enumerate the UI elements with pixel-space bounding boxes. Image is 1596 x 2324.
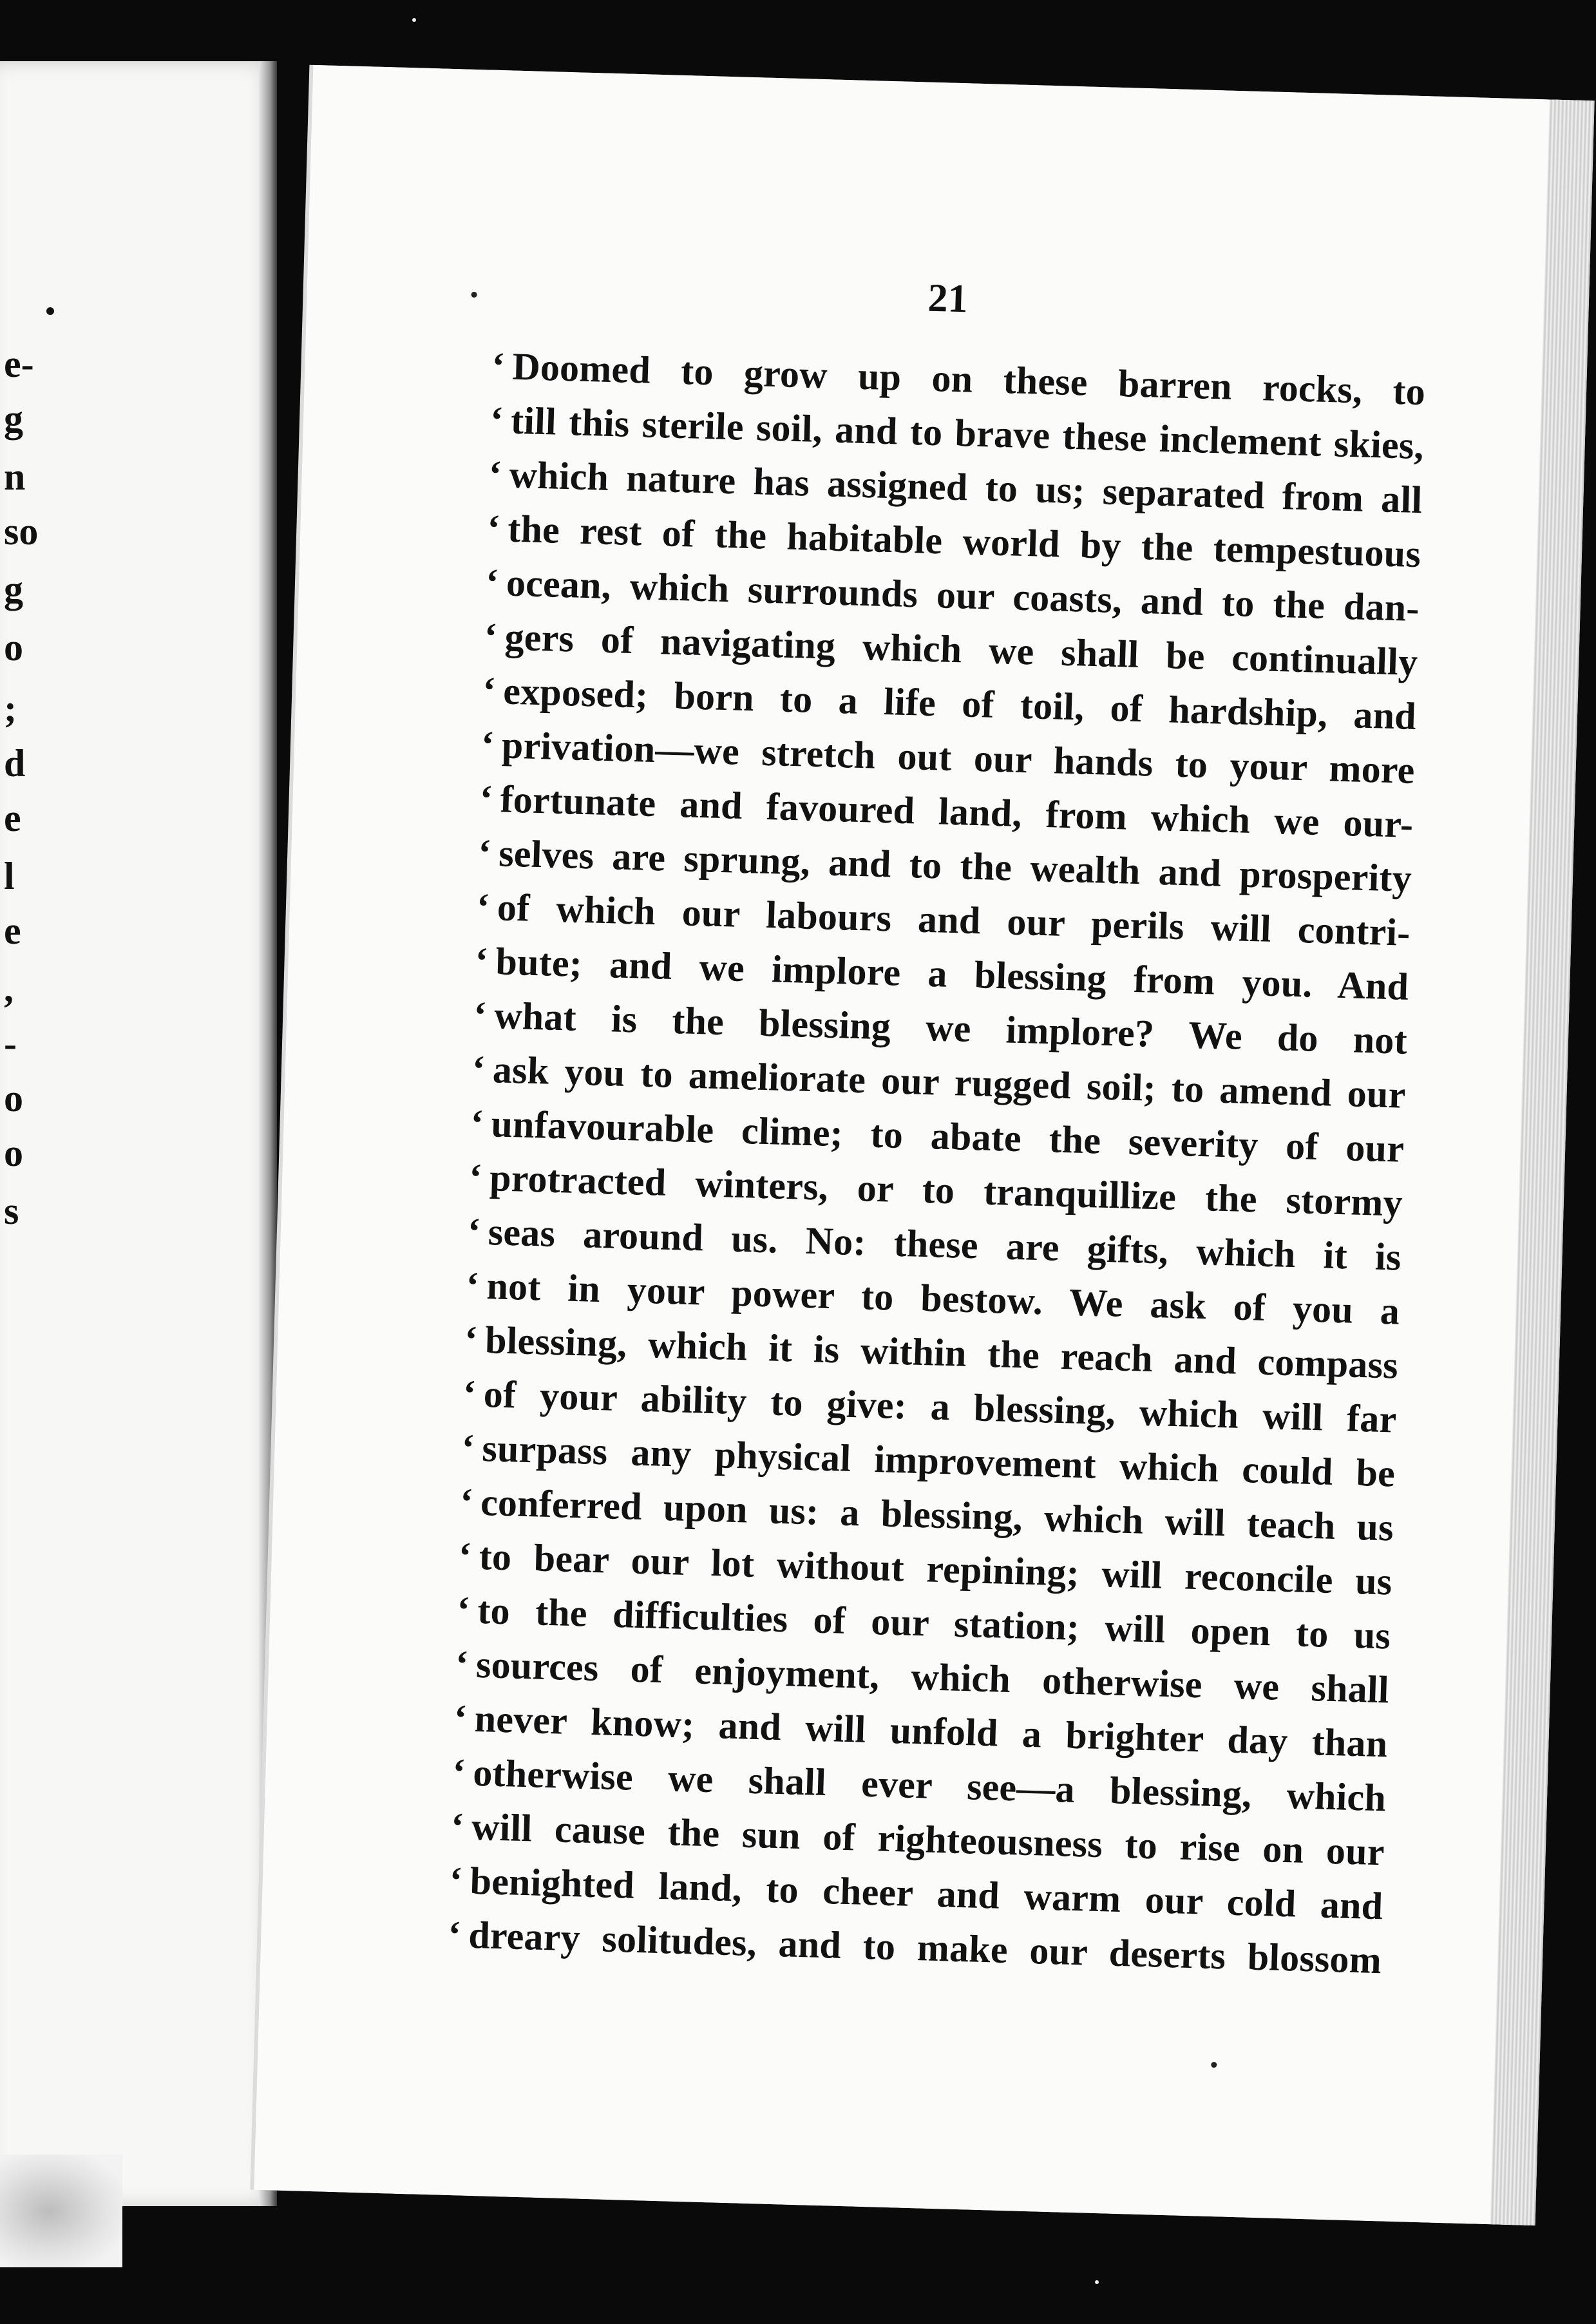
quotation-mark: ‘ bbox=[453, 1696, 468, 1740]
line-text: dreary solitudes, and to make our deserts blossom bbox=[468, 1913, 1382, 1982]
line-text: what is the blessing we implore? We do not bbox=[493, 994, 1408, 1062]
quotation-mark: ‘ bbox=[467, 1210, 482, 1253]
previous-page-fragment: g bbox=[4, 568, 23, 611]
line-text: will cause the sun of righteousness to rise on our bbox=[471, 1805, 1385, 1874]
quotation-mark: ‘ bbox=[458, 1534, 473, 1577]
previous-page-fragment: ; bbox=[4, 687, 17, 730]
quotation-mark: ‘ bbox=[471, 1047, 486, 1091]
line-text: of your ability to give: a blessing, which will far bbox=[483, 1373, 1398, 1441]
quotation-mark: ‘ bbox=[450, 1804, 465, 1848]
line-text: to the difficulties of our station; will open to us bbox=[477, 1588, 1391, 1657]
line-text: exposed; born to a life of toil, of hardship, and bbox=[502, 669, 1417, 738]
previous-page-fragment: e bbox=[4, 910, 21, 952]
previous-page-fragment: so bbox=[4, 510, 39, 553]
previous-page-fragment: d bbox=[4, 742, 26, 785]
quotation-mark: ‘ bbox=[448, 1858, 463, 1902]
previous-page-fragment: e bbox=[4, 797, 21, 839]
page-smudge bbox=[0, 2155, 122, 2267]
quotation-mark: ‘ bbox=[488, 452, 502, 496]
quotation-mark: ‘ bbox=[461, 1426, 475, 1469]
line-text: blessing, which it is within the reach and compass bbox=[484, 1319, 1399, 1387]
previous-page-fragment: - bbox=[4, 1022, 17, 1065]
previous-page-fragment: g bbox=[4, 397, 23, 440]
book-page bbox=[254, 65, 1594, 2225]
quotation-mark: ‘ bbox=[473, 993, 488, 1036]
quotation-mark: ‘ bbox=[451, 1750, 466, 1794]
line-text: which nature has assigned to us; separated from all bbox=[508, 453, 1423, 522]
previous-page-fragment: o bbox=[4, 626, 23, 669]
line-text: not in your power to bestow. We ask of you a bbox=[486, 1264, 1401, 1333]
line-text: ask you to ameliorate our rugged soil; to amend our bbox=[492, 1048, 1407, 1116]
quotation-mark: ‘ bbox=[485, 560, 500, 604]
quotation-mark: ‘ bbox=[462, 1372, 477, 1415]
line-text: of which our labours and our perils will contri- bbox=[497, 886, 1411, 954]
quotation-mark: ‘ bbox=[482, 669, 497, 712]
quotation-mark: ‘ bbox=[468, 1156, 483, 1199]
previous-page-fragment: l bbox=[4, 855, 15, 897]
previous-page-text-fragments bbox=[0, 61, 277, 2206]
line-text: seas around us. No: these are gifts, which it is bbox=[488, 1210, 1402, 1279]
previous-page-fragment: o bbox=[4, 1132, 23, 1174]
ink-dot bbox=[1211, 2062, 1217, 2068]
quotation-mark: ‘ bbox=[477, 831, 492, 875]
quotation-mark: ‘ bbox=[464, 1318, 479, 1361]
quotation-mark: ‘ bbox=[489, 398, 504, 442]
quotation-mark: ‘ bbox=[447, 1912, 462, 1956]
previous-page-fragment: n bbox=[4, 455, 26, 498]
quotation-mark: ‘ bbox=[491, 344, 506, 388]
scan-speck bbox=[412, 18, 416, 22]
line-text: surpass any physical improvement which could be bbox=[481, 1427, 1396, 1495]
line-text: to bear our lot without repining; will reconcile us bbox=[478, 1534, 1393, 1603]
line-text: bute; and we implore a blessing from you. And bbox=[495, 940, 1410, 1008]
line-text: privation—we stretch out our hands to your more bbox=[501, 723, 1416, 792]
line-text: the rest of the habitable world by the tempestuous bbox=[507, 507, 1421, 576]
previous-page-fragment: s bbox=[4, 1190, 19, 1232]
previous-page-edge bbox=[0, 61, 277, 2206]
quotation-mark: ‘ bbox=[483, 614, 498, 658]
quotation-mark: ‘ bbox=[486, 506, 501, 550]
line-text: fortunate and favoured land, from which we our- bbox=[499, 777, 1414, 846]
scan-speck bbox=[1095, 2280, 1099, 2284]
line-text: otherwise we shall ever see—a blessing, which bbox=[472, 1751, 1387, 1820]
quotation-mark: ‘ bbox=[459, 1480, 474, 1523]
page-body-text bbox=[447, 344, 1426, 1993]
line-text: benighted land, to cheer and warm our cold and bbox=[469, 1859, 1384, 1928]
quotation-mark: ‘ bbox=[470, 1101, 484, 1145]
line-text: protracted winters, or to tranquillize the stormy bbox=[489, 1156, 1403, 1224]
previous-page-fragment: e- bbox=[4, 343, 34, 385]
line-text: gers of navigating which we shall be continually bbox=[504, 615, 1419, 684]
quotation-mark: ‘ bbox=[465, 1264, 480, 1307]
quotation-mark: ‘ bbox=[480, 723, 495, 767]
line-text: selves are sprung, and to the wealth and prosperity bbox=[498, 832, 1412, 900]
line-text: till this sterile soil, and to brave these inclement skies, bbox=[510, 399, 1425, 468]
line-text: sources of enjoyment, which otherwise we shall bbox=[475, 1643, 1390, 1711]
quotation-mark: ‘ bbox=[455, 1643, 470, 1686]
previous-page-fragment: , bbox=[4, 967, 14, 1010]
page-stack-edge bbox=[1490, 99, 1595, 2225]
line-text: unfavourable clime; to abate the severity of our bbox=[490, 1102, 1405, 1170]
quotation-mark: ‘ bbox=[456, 1588, 471, 1632]
line-text: never know; and will unfold a brighter day than bbox=[473, 1697, 1389, 1766]
line-text: ocean, which surrounds our coasts, and to the dan- bbox=[506, 561, 1420, 630]
quotation-mark: ‘ bbox=[479, 777, 493, 821]
line-text: Doomed to grow up on these barren rocks, to bbox=[511, 345, 1426, 414]
quotation-mark: ‘ bbox=[474, 939, 489, 982]
previous-page-fragment: o bbox=[4, 1077, 23, 1119]
line-text: conferred upon us: a blessing, which will teach us bbox=[480, 1480, 1394, 1549]
page-number: 21 bbox=[927, 276, 969, 321]
quotation-mark: ‘ bbox=[476, 885, 491, 929]
